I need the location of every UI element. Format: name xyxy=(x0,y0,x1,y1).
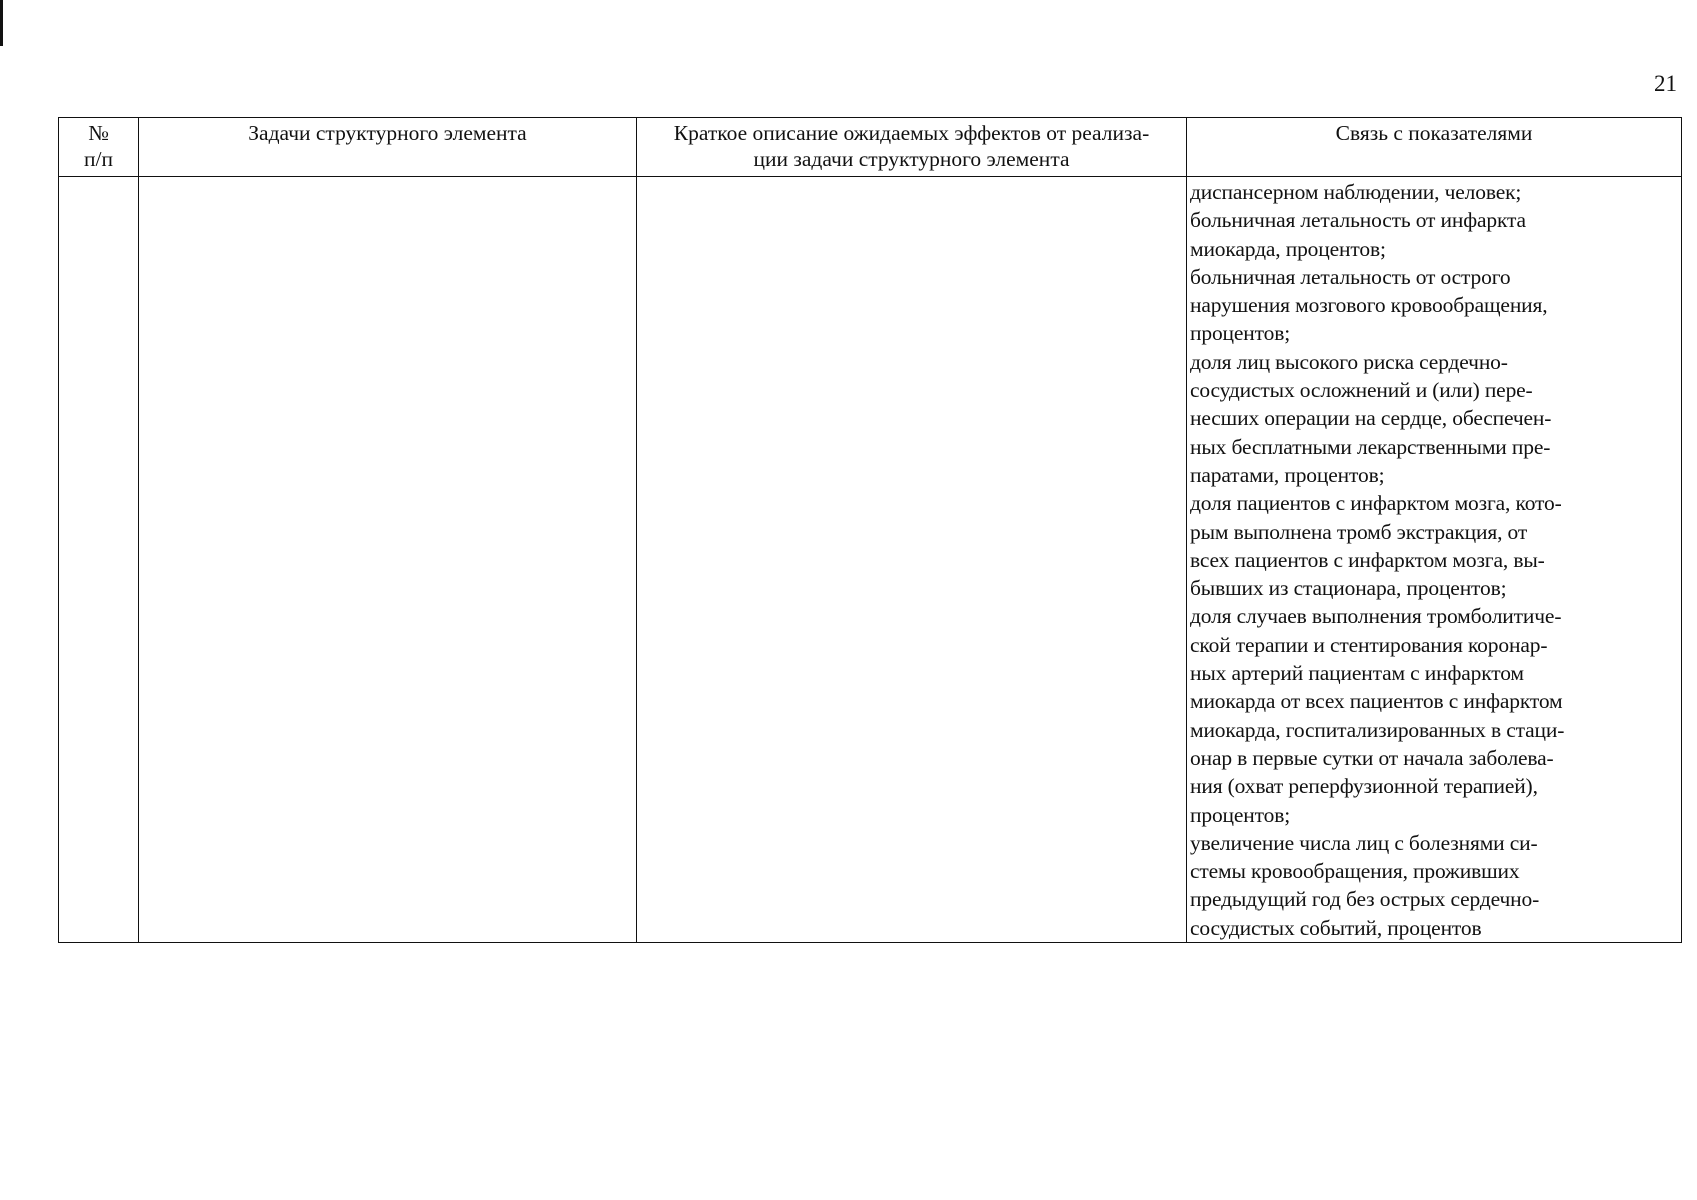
indicator-line: паратами, процентов; xyxy=(1190,462,1385,487)
column-header-number-line1: № xyxy=(88,121,109,145)
indicator-line: всех пациентов с инфарктом мозга, вы- xyxy=(1190,547,1545,572)
indicator-line: нарушения мозгового кровообращения, xyxy=(1190,293,1548,318)
indicator-line: несших операции на сердце, обеспечен- xyxy=(1190,406,1552,431)
table-row xyxy=(59,177,1682,943)
column-header-number xyxy=(59,118,139,177)
indicator-line: диспансерном наблюдении, человек; xyxy=(1190,180,1522,204)
cell-tasks xyxy=(139,177,637,943)
indicator-line: миокарда, процентов; xyxy=(1190,236,1386,261)
page-number: 21 xyxy=(1654,71,1677,96)
indicator-line: доля пациентов с инфарктом мозга, кото- xyxy=(1190,491,1562,516)
scan-edge-mark xyxy=(0,0,3,46)
indicator-line: ных артерий пациентам с инфарктом xyxy=(1190,661,1524,686)
cell-number xyxy=(59,177,139,943)
indicator-line: стемы кровообращения, проживших xyxy=(1190,859,1520,884)
indicator-line: процентов; xyxy=(1190,321,1291,346)
indicator-line: бывших из стационара, процентов; xyxy=(1190,576,1507,601)
indicator-line: миокарда, госпитализированных в стаци- xyxy=(1190,717,1565,742)
column-header-effects-line2: ции задачи структурного элемента xyxy=(753,147,1070,171)
indicator-line: процентов; xyxy=(1190,802,1291,827)
cell-effects xyxy=(637,177,1187,943)
indicator-line: доля случаев выполнения тромболитиче- xyxy=(1190,604,1562,629)
column-header-links-label: Связь с показателями xyxy=(1335,121,1533,145)
column-header-effects-line1: Краткое описание ожидаемых эффектов от реализа- xyxy=(673,121,1150,145)
indicator-line: сосудистых событий, процентов xyxy=(1190,915,1482,940)
column-header-tasks-label: Задачи структурного элемента xyxy=(248,121,527,145)
column-header-tasks xyxy=(139,118,637,177)
indicator-line: увеличение числа лиц с болезнями си- xyxy=(1190,830,1538,855)
cell-indicator-links xyxy=(1187,177,1682,943)
indicator-line: онар в первые сутки от начала заболева- xyxy=(1190,745,1554,770)
indicator-line: ных бесплатными лекарственными пре- xyxy=(1190,434,1551,459)
table-header-row xyxy=(59,118,1682,177)
indicator-line: доля лиц высокого риска сердечно- xyxy=(1190,349,1508,374)
indicator-line: больничная летальность от острого xyxy=(1190,264,1511,289)
indicator-line: предыдущий год без острых сердечно- xyxy=(1190,887,1540,912)
column-header-effects xyxy=(637,118,1187,177)
indicator-line: ния (охват реперфузионной терапией), xyxy=(1190,774,1538,799)
structural-element-table xyxy=(58,117,1682,943)
indicator-line: больничная летальность от инфаркта xyxy=(1190,208,1526,233)
indicator-line: миокарда от всех пациентов с инфарктом xyxy=(1190,689,1563,714)
indicator-line: рым выполнена тромб экстракция, от xyxy=(1190,519,1528,544)
column-header-number-line2: п/п xyxy=(84,147,113,171)
indicator-line: ской терапии и стентирования коронар- xyxy=(1190,632,1548,657)
column-header-links xyxy=(1187,118,1682,177)
indicator-line: сосудистых осложнений и (или) пере- xyxy=(1190,378,1533,403)
